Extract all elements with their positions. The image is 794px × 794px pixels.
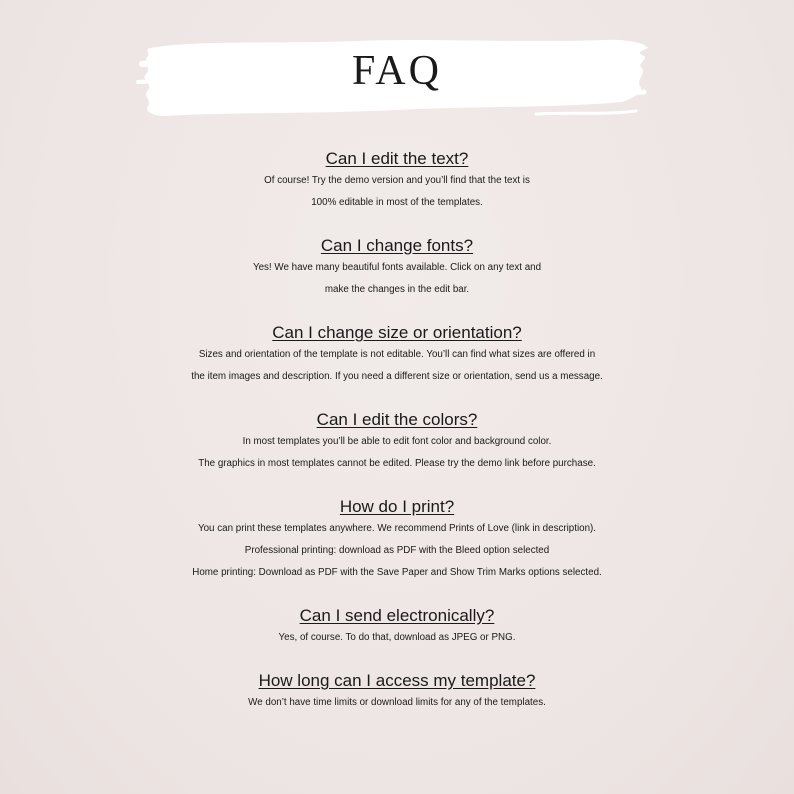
faq-answer-line: Home printing: Download as PDF with the Save Paper and Show Trim Marks options selected.: [192, 567, 602, 578]
faq-answer-line: make the changes in the edit bar.: [324, 284, 470, 295]
faq-item: [0, 148, 794, 214]
faq-item: [0, 496, 794, 584]
faq-list: [0, 148, 794, 714]
faq-question: Can I send electronically?: [299, 606, 495, 625]
faq-answer-line: We don’t have time limits or download limits for any of the templates.: [248, 697, 546, 708]
page-title: FAQ: [352, 48, 442, 94]
faq-answer-line: Yes, of course. To do that, download as JPEG or PNG.: [278, 632, 516, 643]
faq-answer-line: Yes! We have many beautiful fonts available. Click on any text and: [252, 262, 542, 273]
faq-item: [0, 670, 794, 714]
faq-answer-line: the item images and description. If you need a different size or orientation, send us a message.: [191, 371, 603, 382]
faq-question: How do I print?: [339, 497, 455, 516]
faq-answer-line: Professional printing: download as PDF with the Bleed option selected: [244, 545, 550, 556]
faq-question: How long can I access my template?: [258, 671, 536, 690]
faq-question: Can I change fonts?: [320, 236, 474, 255]
faq-answer-line: Of course! Try the demo version and you’ll find that the text is: [264, 175, 530, 186]
faq-answer-line: Sizes and orientation of the template is not editable. You’ll can find what sizes are offered in: [198, 349, 596, 360]
faq-answer-line: 100% editable in most of the templates.: [311, 197, 483, 208]
faq-answer-line: In most templates you’ll be able to edit font color and background color.: [242, 436, 552, 447]
faq-item: [0, 409, 794, 475]
faq-item: [0, 322, 794, 388]
faq-item: [0, 235, 794, 301]
faq-item: [0, 605, 794, 649]
faq-question: Can I edit the colors?: [316, 410, 478, 429]
faq-answer-line: The graphics in most templates cannot be edited. Please try the demo link before purchase.: [198, 458, 596, 469]
faq-question: Can I change size or orientation?: [272, 323, 522, 342]
faq-answer-line: You can print these templates anywhere. We recommend Prints of Love (link in description).: [197, 523, 597, 534]
faq-question: Can I edit the text?: [325, 149, 469, 168]
